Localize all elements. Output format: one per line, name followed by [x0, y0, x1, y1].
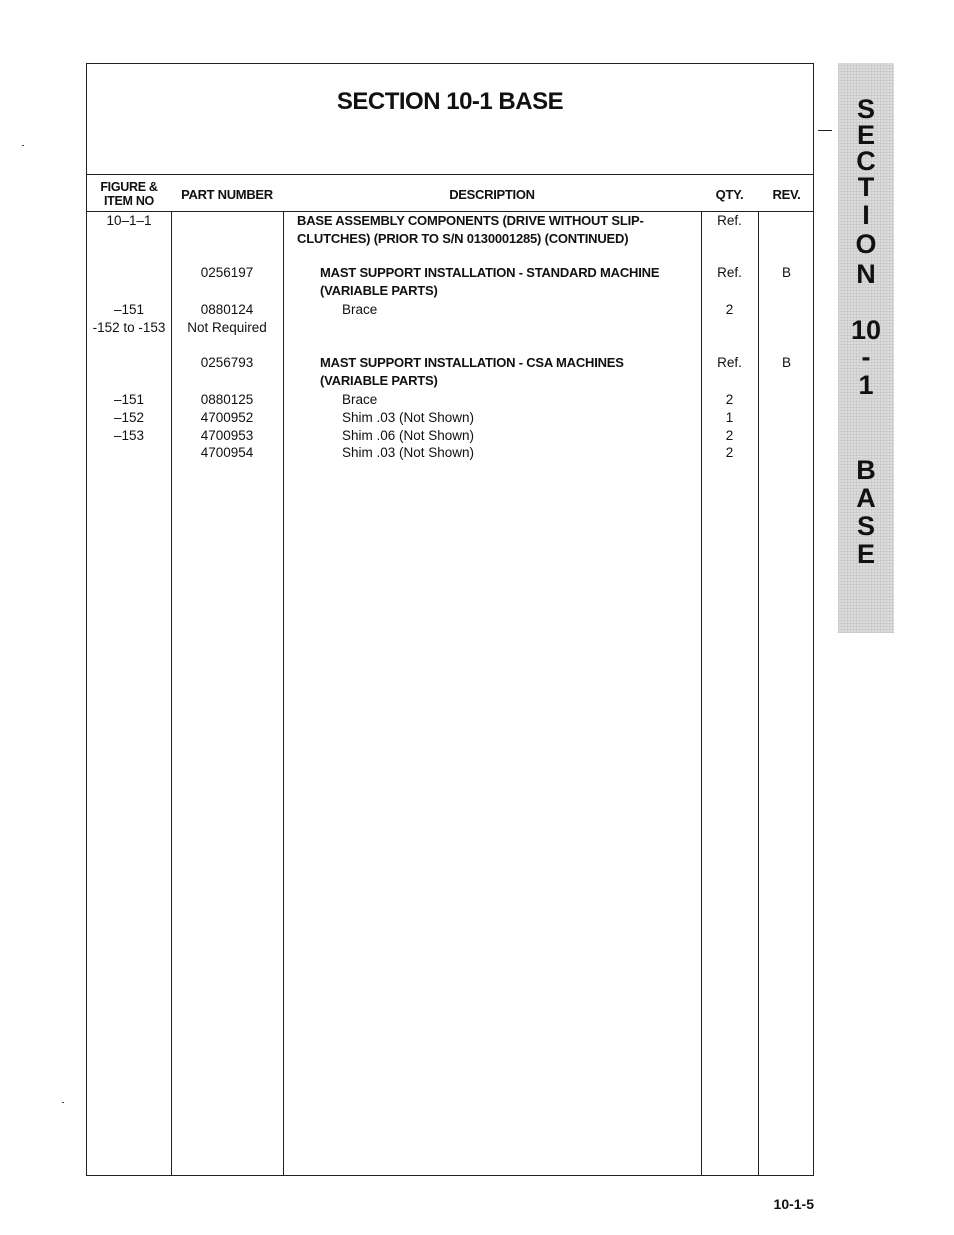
scan-speck	[22, 145, 24, 146]
row-description: Brace	[342, 392, 378, 407]
header-qty: QTY.	[715, 187, 744, 202]
tab-letter: E	[856, 539, 875, 569]
row-part-number: 0256793	[200, 355, 254, 370]
row-description: Brace	[342, 302, 378, 317]
row-qty: Ref.	[717, 355, 742, 370]
header-part-number: PART NUMBER	[181, 187, 273, 202]
header-figure-line2: ITEM NO	[104, 194, 154, 208]
row-qty: 2	[725, 428, 734, 443]
tab-letter: A	[856, 483, 876, 513]
row-figure: –151	[113, 302, 145, 317]
row-qty: Ref.	[717, 213, 742, 228]
row-qty: Ref.	[717, 265, 742, 280]
row-part-number: 4700952	[200, 410, 254, 425]
tab-letter: N	[856, 259, 876, 289]
row-description	[283, 354, 738, 390]
parts-table-frame	[86, 63, 814, 1176]
row-part-number: 4700953	[200, 428, 254, 443]
header-description: DESCRIPTION	[449, 187, 535, 202]
header-figure-item	[87, 180, 171, 208]
row-figure: 10–1–1	[106, 213, 152, 228]
header-figure-line1: FIGURE &	[100, 180, 158, 194]
row-qty: 1	[725, 410, 734, 425]
description-line: MAST SUPPORT INSTALLATION - CSA MACHINES	[320, 355, 624, 370]
tab-marker-dash	[818, 130, 832, 131]
tab-letter: -	[861, 342, 871, 372]
tab-letter: O	[855, 229, 877, 259]
tab-letter: E	[856, 120, 875, 150]
description-line: CLUTCHES) (PRIOR TO S/N 0130001285) (CONTINUED)	[297, 231, 629, 246]
row-description: Shim .03 (Not Shown)	[342, 445, 475, 460]
tab-letter: B	[856, 455, 876, 485]
row-qty: 2	[725, 445, 734, 460]
row-part-number: 0256197	[200, 265, 254, 280]
description-line: BASE ASSEMBLY COMPONENTS (DRIVE WITHOUT SLIP-	[297, 213, 644, 228]
row-description: Shim .06 (Not Shown)	[342, 428, 475, 443]
row-description	[283, 264, 738, 300]
page-number: 10-1-5	[773, 1196, 814, 1212]
page-title: SECTION 10-1 BASE	[336, 88, 564, 115]
tab-letter: T	[857, 172, 875, 202]
row-figure: -152 to -153	[92, 320, 166, 335]
header-rev: REV.	[772, 187, 801, 202]
row-part-number: 0880125	[200, 392, 254, 407]
row-part-number: 0880124	[200, 302, 254, 317]
row-rev: B	[781, 265, 791, 280]
description-line: (VARIABLE PARTS)	[320, 373, 438, 388]
header-divider	[87, 174, 813, 175]
row-part-number: Not Required	[187, 320, 267, 335]
row-description: Shim .03 (Not Shown)	[342, 410, 475, 425]
tab-letter: 1	[858, 370, 874, 400]
row-qty: 2	[725, 302, 734, 317]
tab-letter: S	[856, 511, 875, 541]
row-description	[283, 212, 715, 248]
row-qty: 2	[725, 392, 734, 407]
tab-letter: C	[856, 146, 876, 176]
row-rev: B	[781, 355, 791, 370]
row-part-number: 4700954	[200, 445, 254, 460]
row-figure: –153	[113, 428, 145, 443]
description-line: MAST SUPPORT INSTALLATION - STANDARD MACHINE	[320, 265, 660, 280]
section-side-tab	[838, 63, 894, 633]
tab-letter: 10	[850, 315, 882, 345]
row-figure: –151	[113, 392, 145, 407]
row-figure: –152	[113, 410, 145, 425]
description-line: (VARIABLE PARTS)	[320, 283, 438, 298]
tab-letter: S	[856, 94, 875, 124]
tab-letter: I	[862, 200, 870, 230]
scan-speck	[62, 1102, 64, 1103]
